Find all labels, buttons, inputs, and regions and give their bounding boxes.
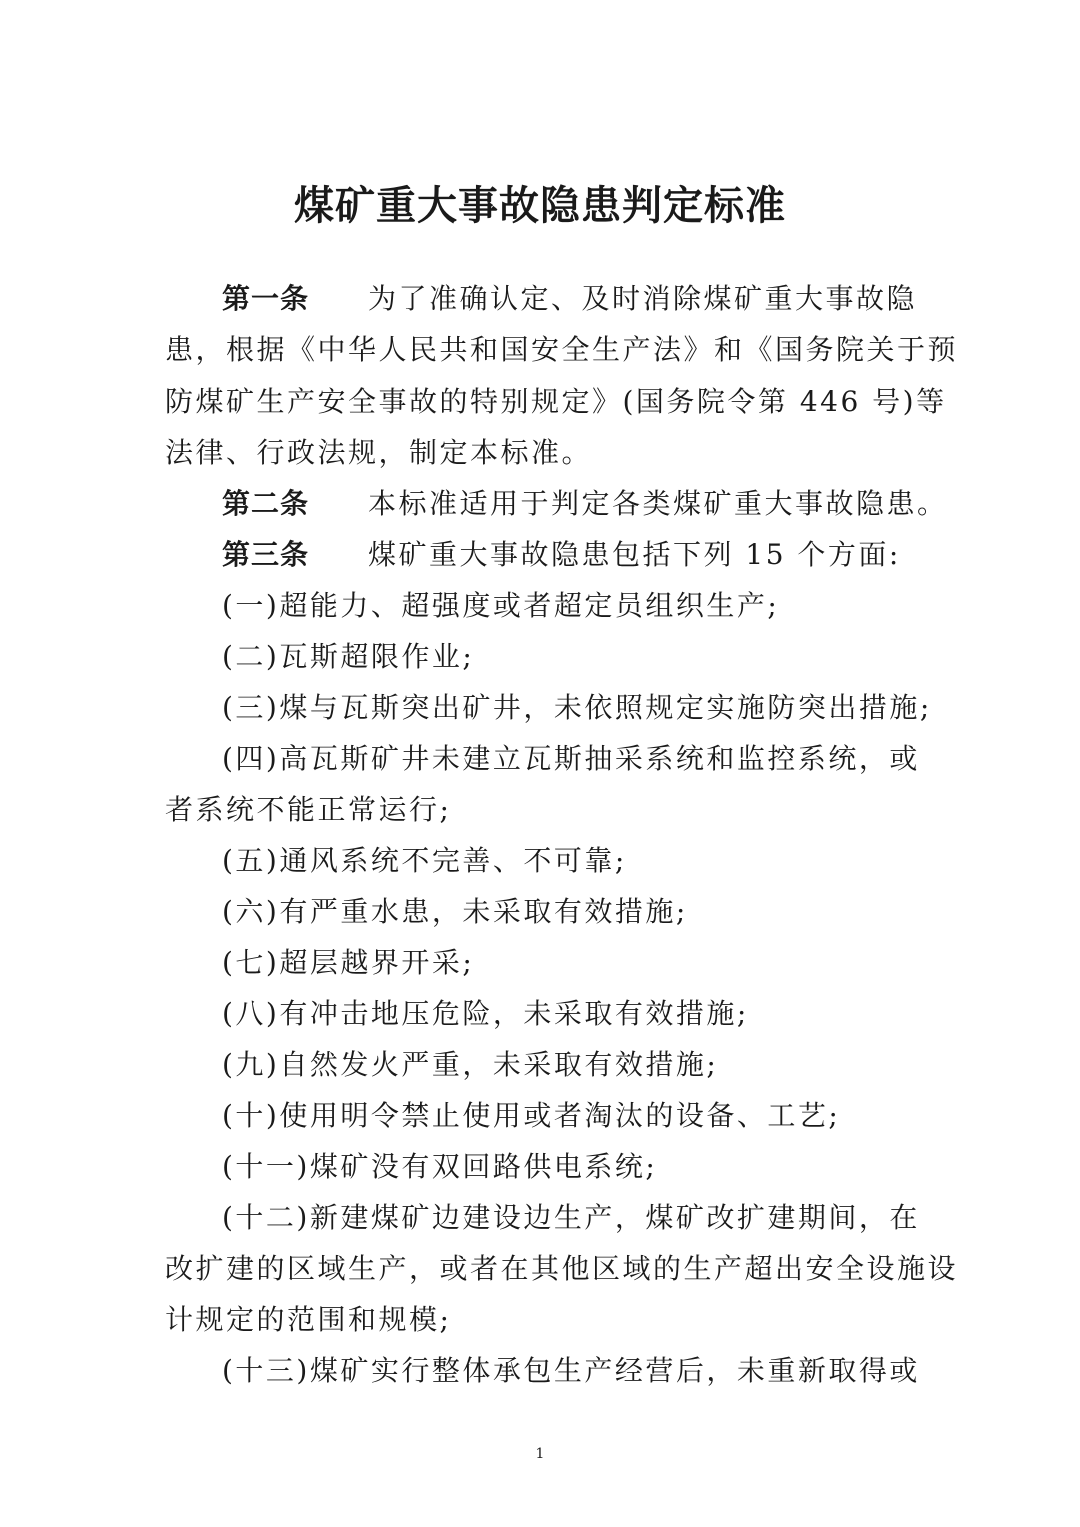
article-3-label: 第三条 <box>222 538 310 571</box>
article-2-text: 本标准适用于判定各类煤矿重大事故隐患。 <box>368 487 948 520</box>
article-3-text: 煤矿重大事故隐患包括下列 15 个方面: <box>368 538 901 571</box>
list-item: (十一)煤矿没有双回路供电系统; <box>222 1150 658 1183</box>
article-1-line-1 <box>222 273 982 325</box>
page-number: 1 <box>535 1446 545 1462</box>
list-item: (一)超能力、超强度或者超定员组织生产; <box>222 589 780 622</box>
article-2-label: 第二条 <box>222 487 310 520</box>
article-1-text: 为了准确认定、及时消除煤矿重大事故隐 <box>368 282 918 315</box>
list-item: (五)通风系统不完善、不可靠; <box>222 844 627 877</box>
article-2-line <box>222 478 982 530</box>
list-item: (十三)煤矿实行整体承包生产经营后，未重新取得或 <box>222 1354 920 1387</box>
list-item: (七)超层越界开采; <box>222 946 475 979</box>
article-1-line-3: 防煤矿生产安全事故的特别规定》(国务院令第 446 号)等 <box>165 385 947 418</box>
list-item: (六)有严重水患，未采取有效措施; <box>222 895 688 928</box>
list-item: (八)有冲击地压危险，未采取有效措施; <box>222 997 749 1030</box>
article-1-line-4: 法律、行政法规，制定本标准。 <box>165 436 593 469</box>
list-item: (十二)新建煤矿边建设边生产，煤矿改扩建期间，在 <box>222 1201 920 1234</box>
list-item: (三)煤与瓦斯突出矿井，未依照规定实施防突出措施; <box>222 691 932 724</box>
list-item-continuation: 改扩建的区域生产，或者在其他区域的生产超出安全设施设 <box>165 1252 959 1285</box>
list-item-continuation: 者系统不能正常运行; <box>165 793 452 826</box>
article-1-label: 第一条 <box>222 282 310 315</box>
article-1-line-2: 患，根据《中华人民共和国安全生产法》和《国务院关于预 <box>165 333 959 366</box>
list-item-continuation: 计规定的范围和规模; <box>165 1303 452 1336</box>
article-3-line <box>222 529 982 581</box>
list-item: (十)使用明令禁止使用或者淘汰的设备、工艺; <box>222 1099 841 1132</box>
document-title: 煤矿重大事故隐患判定标准 <box>294 182 786 229</box>
list-item: (四)高瓦斯矿井未建立瓦斯抽采系统和监控系统，或 <box>222 742 920 775</box>
list-item: (九)自然发火严重，未采取有效措施; <box>222 1048 719 1081</box>
list-item: (二)瓦斯超限作业; <box>222 640 475 673</box>
